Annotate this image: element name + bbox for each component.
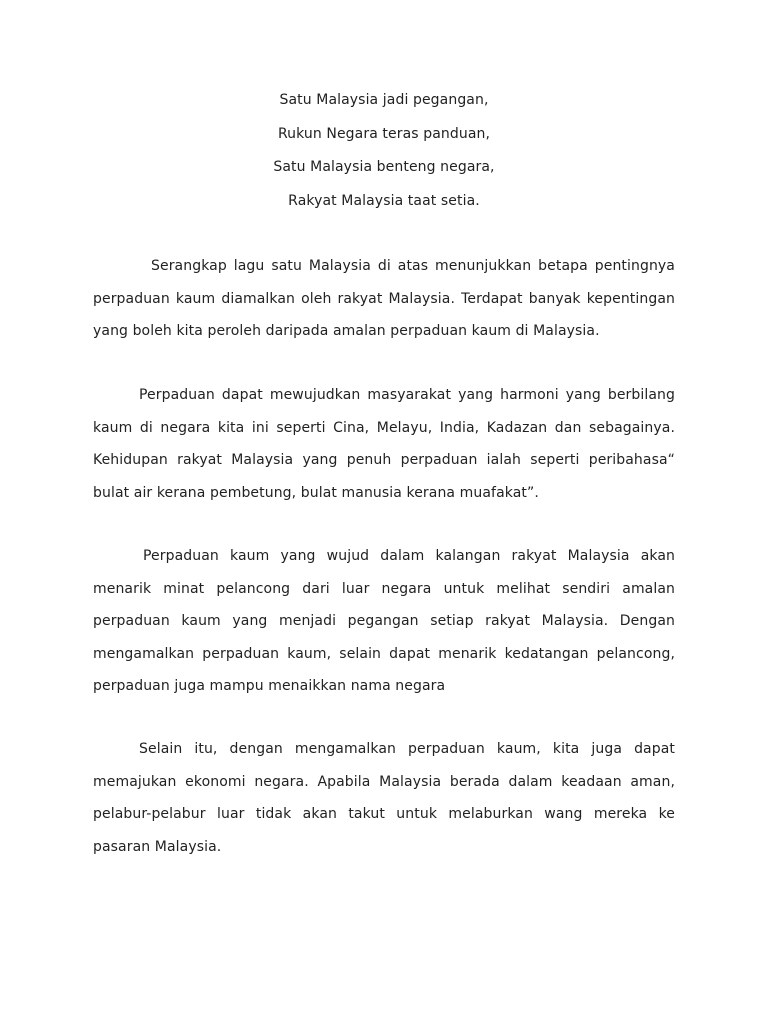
paragraph-economy: Selain itu, dengan mengamalkan perpaduan kaum, kita juga dapat memajukan ekonomi negara. Apabila Malaysia berada dalam keadaan aman, pelabur-pelabur luar tidak akan takut untuk melaburkan wang mereka ke pasaran Malaysia. xyxy=(93,741,675,855)
paragraph-intro: Serangkap lagu satu Malaysia di atas menunjukkan betapa pentingnya perpaduan kaum diamalkan oleh rakyat Malaysia. Terdapat banyak kepentingan yang boleh kita peroleh daripada amalan perpaduan kaum di Malaysia. xyxy=(93,258,675,339)
paragraph-harmony: Perpaduan dapat mewujudkan masyarakat yang harmoni yang berbilang kaum di negara kita ini seperti Cina, Melayu, India, Kadazan dan sebagainya. Kehidupan rakyat Malaysia yang penuh perpaduan ialah seperti peribahasa“ bulat air kerana pembetung, bulat manusia kerana muafakat”. xyxy=(93,387,675,501)
poem-line: Rakyat Malaysia taat setia. xyxy=(288,192,480,209)
poem-line: Rukun Negara teras panduan, xyxy=(277,125,491,142)
poem-stanza xyxy=(0,92,768,226)
poem-line: Satu Malaysia jadi pegangan, xyxy=(279,92,489,108)
poem-line: Satu Malaysia benteng negara, xyxy=(273,159,495,175)
paragraph-tourism: Perpaduan kaum yang wujud dalam kalangan rakyat Malaysia akan menarik minat pelancong dari luar negara untuk melihat sendiri amalan perpaduan kaum yang menjadi pegangan setiap rakyat Malaysia. Dengan mengamalkan perpaduan kaum, selain dapat menarik kedatangan pelancong, perpaduan juga mampu menaikkan nama negara xyxy=(93,548,675,694)
